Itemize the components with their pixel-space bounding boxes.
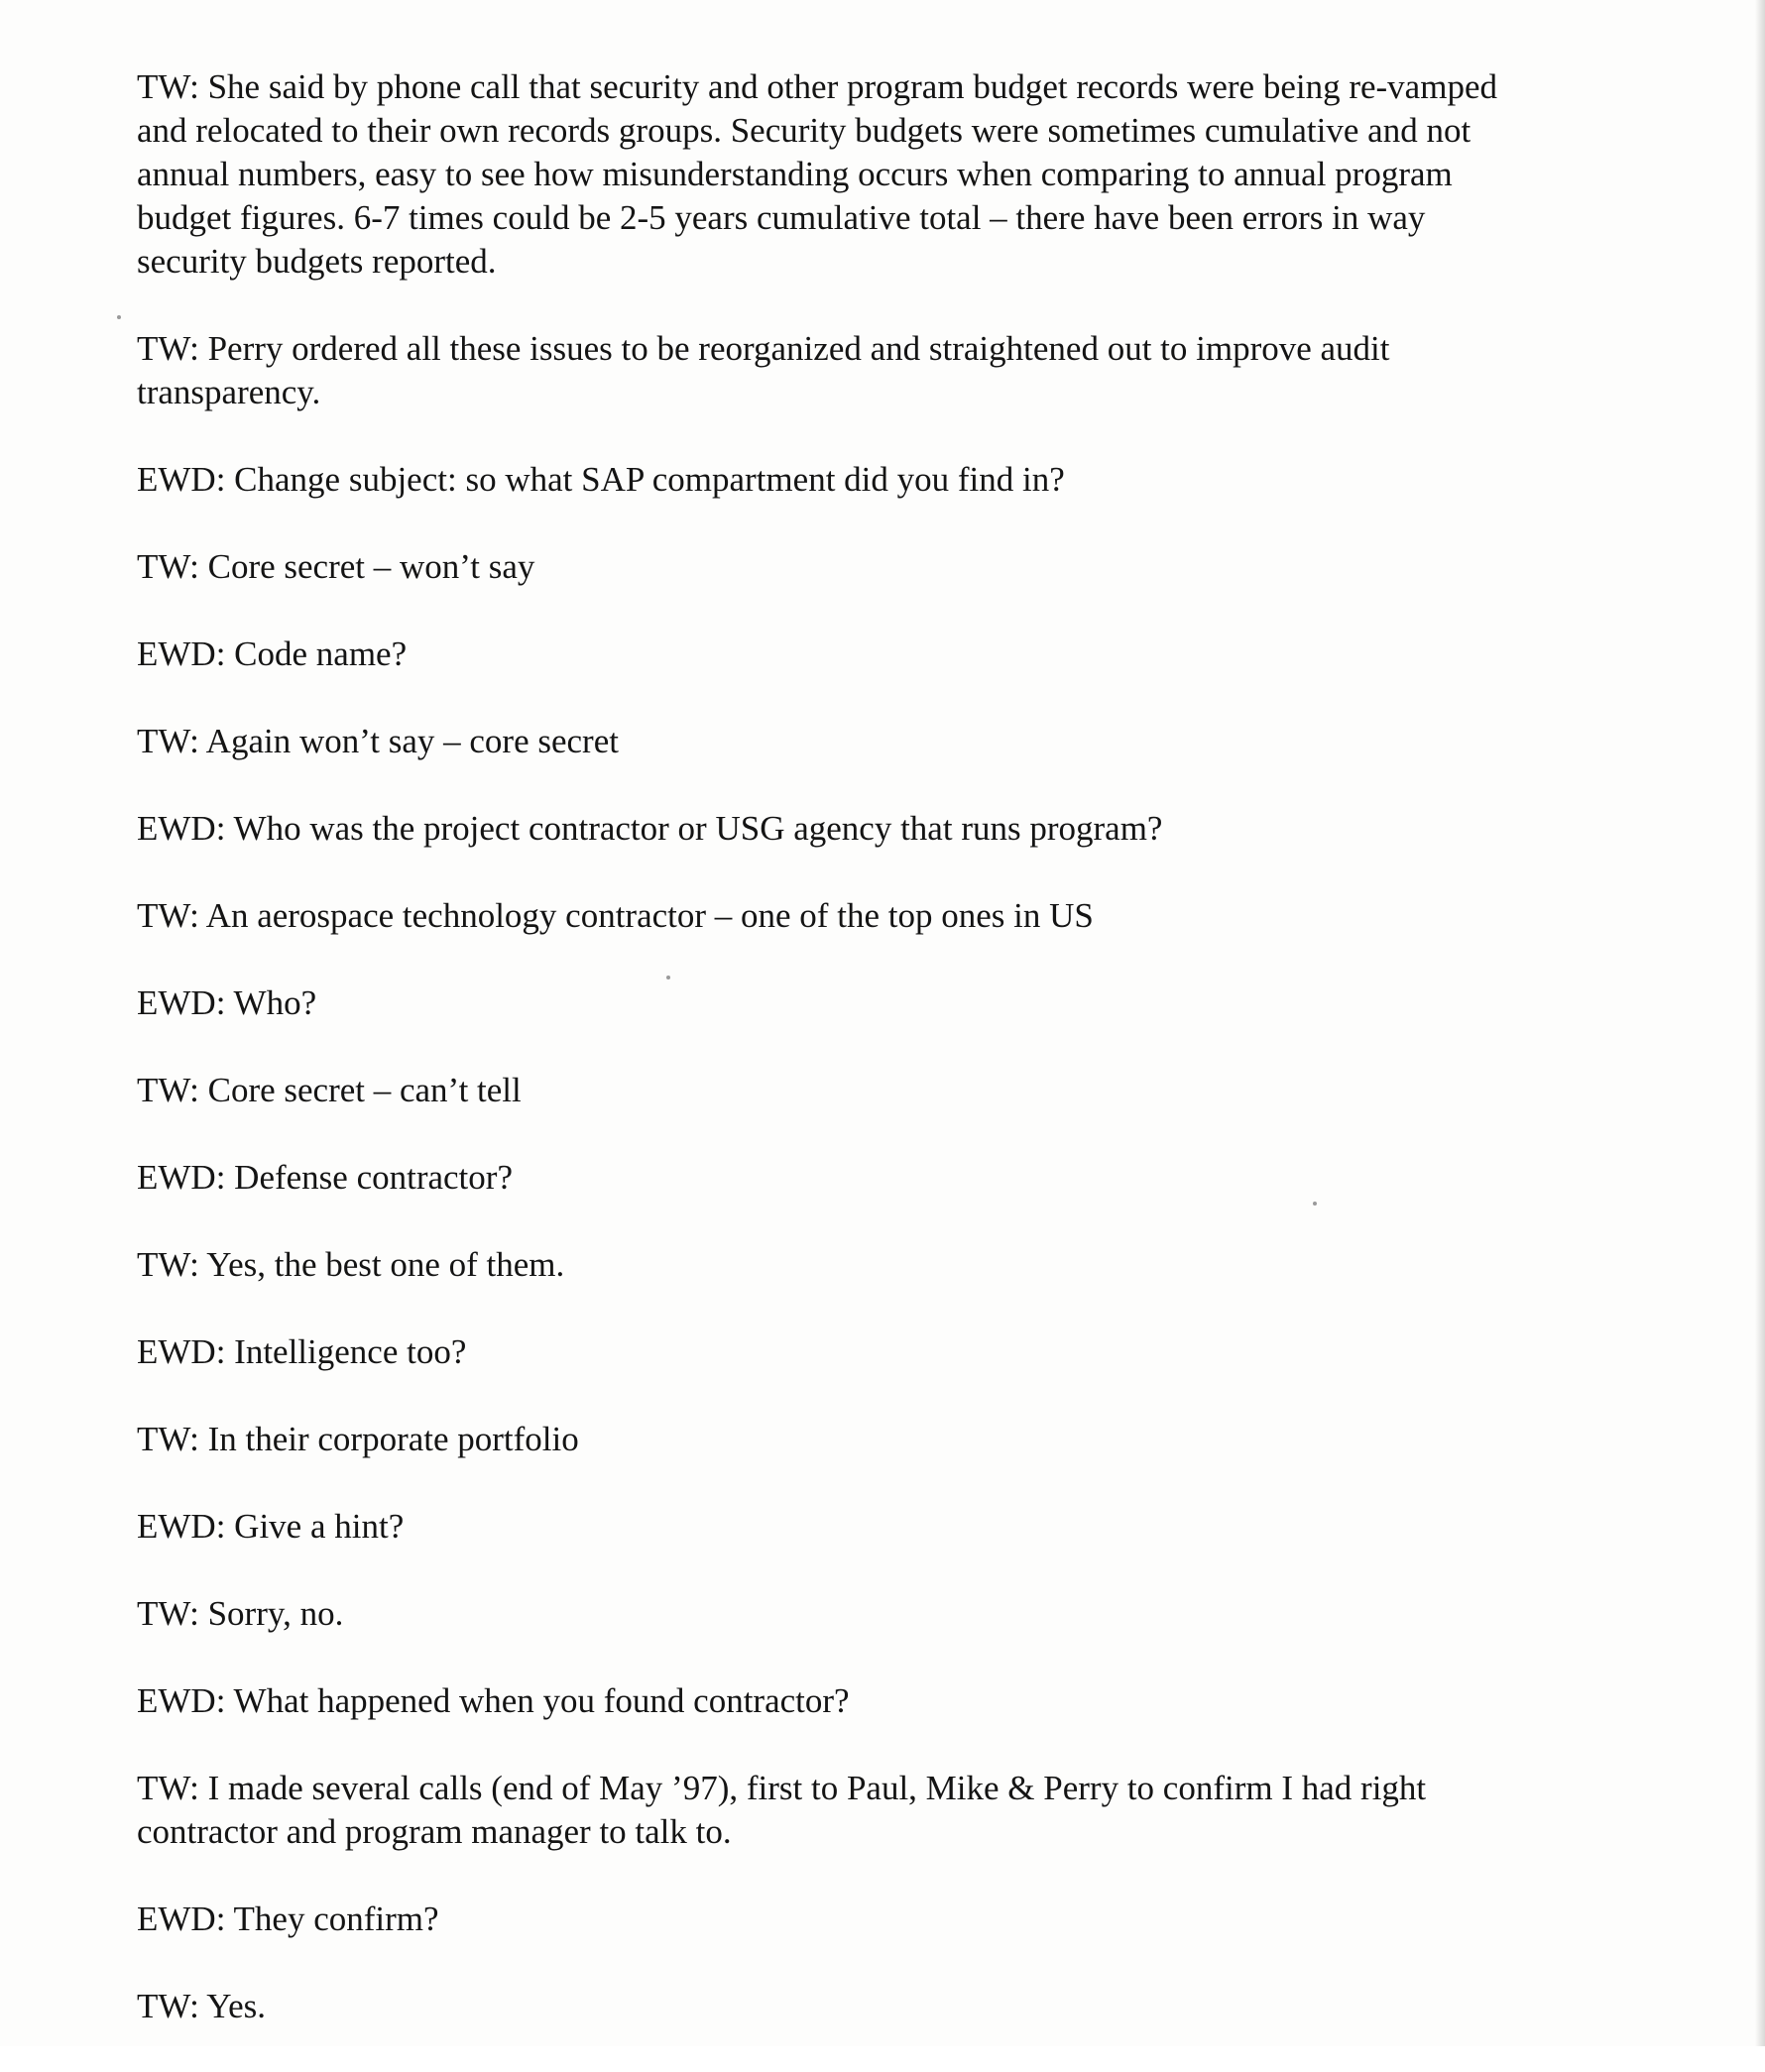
transcript-entry xyxy=(137,1069,1525,1112)
entry-text: Who was the project contractor or USG agency that runs program? xyxy=(233,809,1163,848)
speaker-label: EWD: xyxy=(137,1158,226,1197)
transcript-entry xyxy=(137,545,1525,589)
entry-text: I made several calls (end of May ’97), first to Paul, Mike & Perry to confirm I had right contractor and program manager to talk to. xyxy=(137,1769,1427,1851)
speaker-label: EWD: xyxy=(137,460,226,499)
entry-text: They confirm? xyxy=(233,1899,439,1938)
speaker-label: EWD: xyxy=(137,809,226,848)
speaker-label: EWD: xyxy=(137,1507,226,1546)
speaker-label: EWD: xyxy=(137,634,226,673)
transcript-entry xyxy=(137,1243,1525,1287)
transcript-entry xyxy=(137,1679,1525,1723)
entry-text: Perry ordered all these issues to be reorganized and straightened out to improve audit transparency. xyxy=(137,329,1390,411)
transcript-entry xyxy=(137,1985,1525,2028)
transcript-entry xyxy=(137,1767,1525,1854)
speaker-label: TW: xyxy=(137,1769,199,1807)
speaker-label: TW: xyxy=(137,1594,199,1633)
entry-text: Core secret – can’t tell xyxy=(207,1071,522,1109)
scan-speck xyxy=(117,315,121,319)
speaker-label: TW: xyxy=(137,896,199,935)
speaker-label: TW: xyxy=(137,722,199,760)
transcript-entry xyxy=(137,1505,1525,1549)
speaker-label: TW: xyxy=(137,1071,199,1109)
entry-text: Yes, the best one of them. xyxy=(206,1245,565,1284)
speaker-label: TW: xyxy=(137,1420,199,1458)
speaker-label: TW: xyxy=(137,1245,199,1284)
transcript-entry xyxy=(137,981,1525,1025)
entry-text: Intelligence too? xyxy=(234,1332,467,1371)
speaker-label: TW: xyxy=(137,1987,199,2025)
entry-text: Core secret – won’t say xyxy=(207,547,535,586)
transcript-entry xyxy=(137,327,1525,414)
transcript-entry xyxy=(137,894,1525,938)
speaker-label: EWD: xyxy=(137,1899,226,1938)
transcript-entry xyxy=(137,1330,1525,1374)
transcript-entry xyxy=(137,1418,1525,1461)
entry-text: Sorry, no. xyxy=(207,1594,344,1633)
entry-text: Who? xyxy=(233,983,317,1022)
transcript-entry xyxy=(137,458,1525,502)
entry-text: An aerospace technology contractor – one of the top ones in US xyxy=(205,896,1094,935)
entry-text: Again won’t say – core secret xyxy=(205,722,619,760)
interview-transcript xyxy=(137,65,1525,2072)
transcript-entry xyxy=(137,1156,1525,1200)
transcript-entry xyxy=(137,807,1525,851)
entry-text: In their corporate portfolio xyxy=(207,1420,579,1458)
transcript-entry xyxy=(137,65,1525,284)
transcript-entry xyxy=(137,633,1525,676)
speaker-label: TW: xyxy=(137,329,199,368)
speaker-label: EWD: xyxy=(137,1681,226,1720)
entry-text: Code name? xyxy=(234,634,408,673)
speaker-label: TW: xyxy=(137,547,199,586)
speaker-label: EWD: xyxy=(137,983,226,1022)
speaker-label: EWD: xyxy=(137,1332,226,1371)
entry-text: Give a hint? xyxy=(234,1507,405,1546)
transcript-entry xyxy=(137,1898,1525,1941)
entry-text: Yes. xyxy=(206,1987,266,2025)
entry-text: What happened when you found contractor? xyxy=(233,1681,850,1720)
transcript-entry xyxy=(137,1592,1525,1636)
entry-text: Change subject: so what SAP compartment did you find in? xyxy=(234,460,1065,499)
transcript-entry xyxy=(137,720,1525,763)
speaker-label: TW: xyxy=(137,67,199,106)
entry-text: Defense contractor? xyxy=(234,1158,513,1197)
entry-text: She said by phone call that security and other program budget records were being re-vamped and relocated to their own records groups. Security budgets were sometimes cumulative and not annual numbers, easy to see how misunderstanding occurs when comparing to annual program budget figures. 6-7 times could be 2-5 years cumulative total – there have been errors in way security budgets reported. xyxy=(137,67,1497,281)
